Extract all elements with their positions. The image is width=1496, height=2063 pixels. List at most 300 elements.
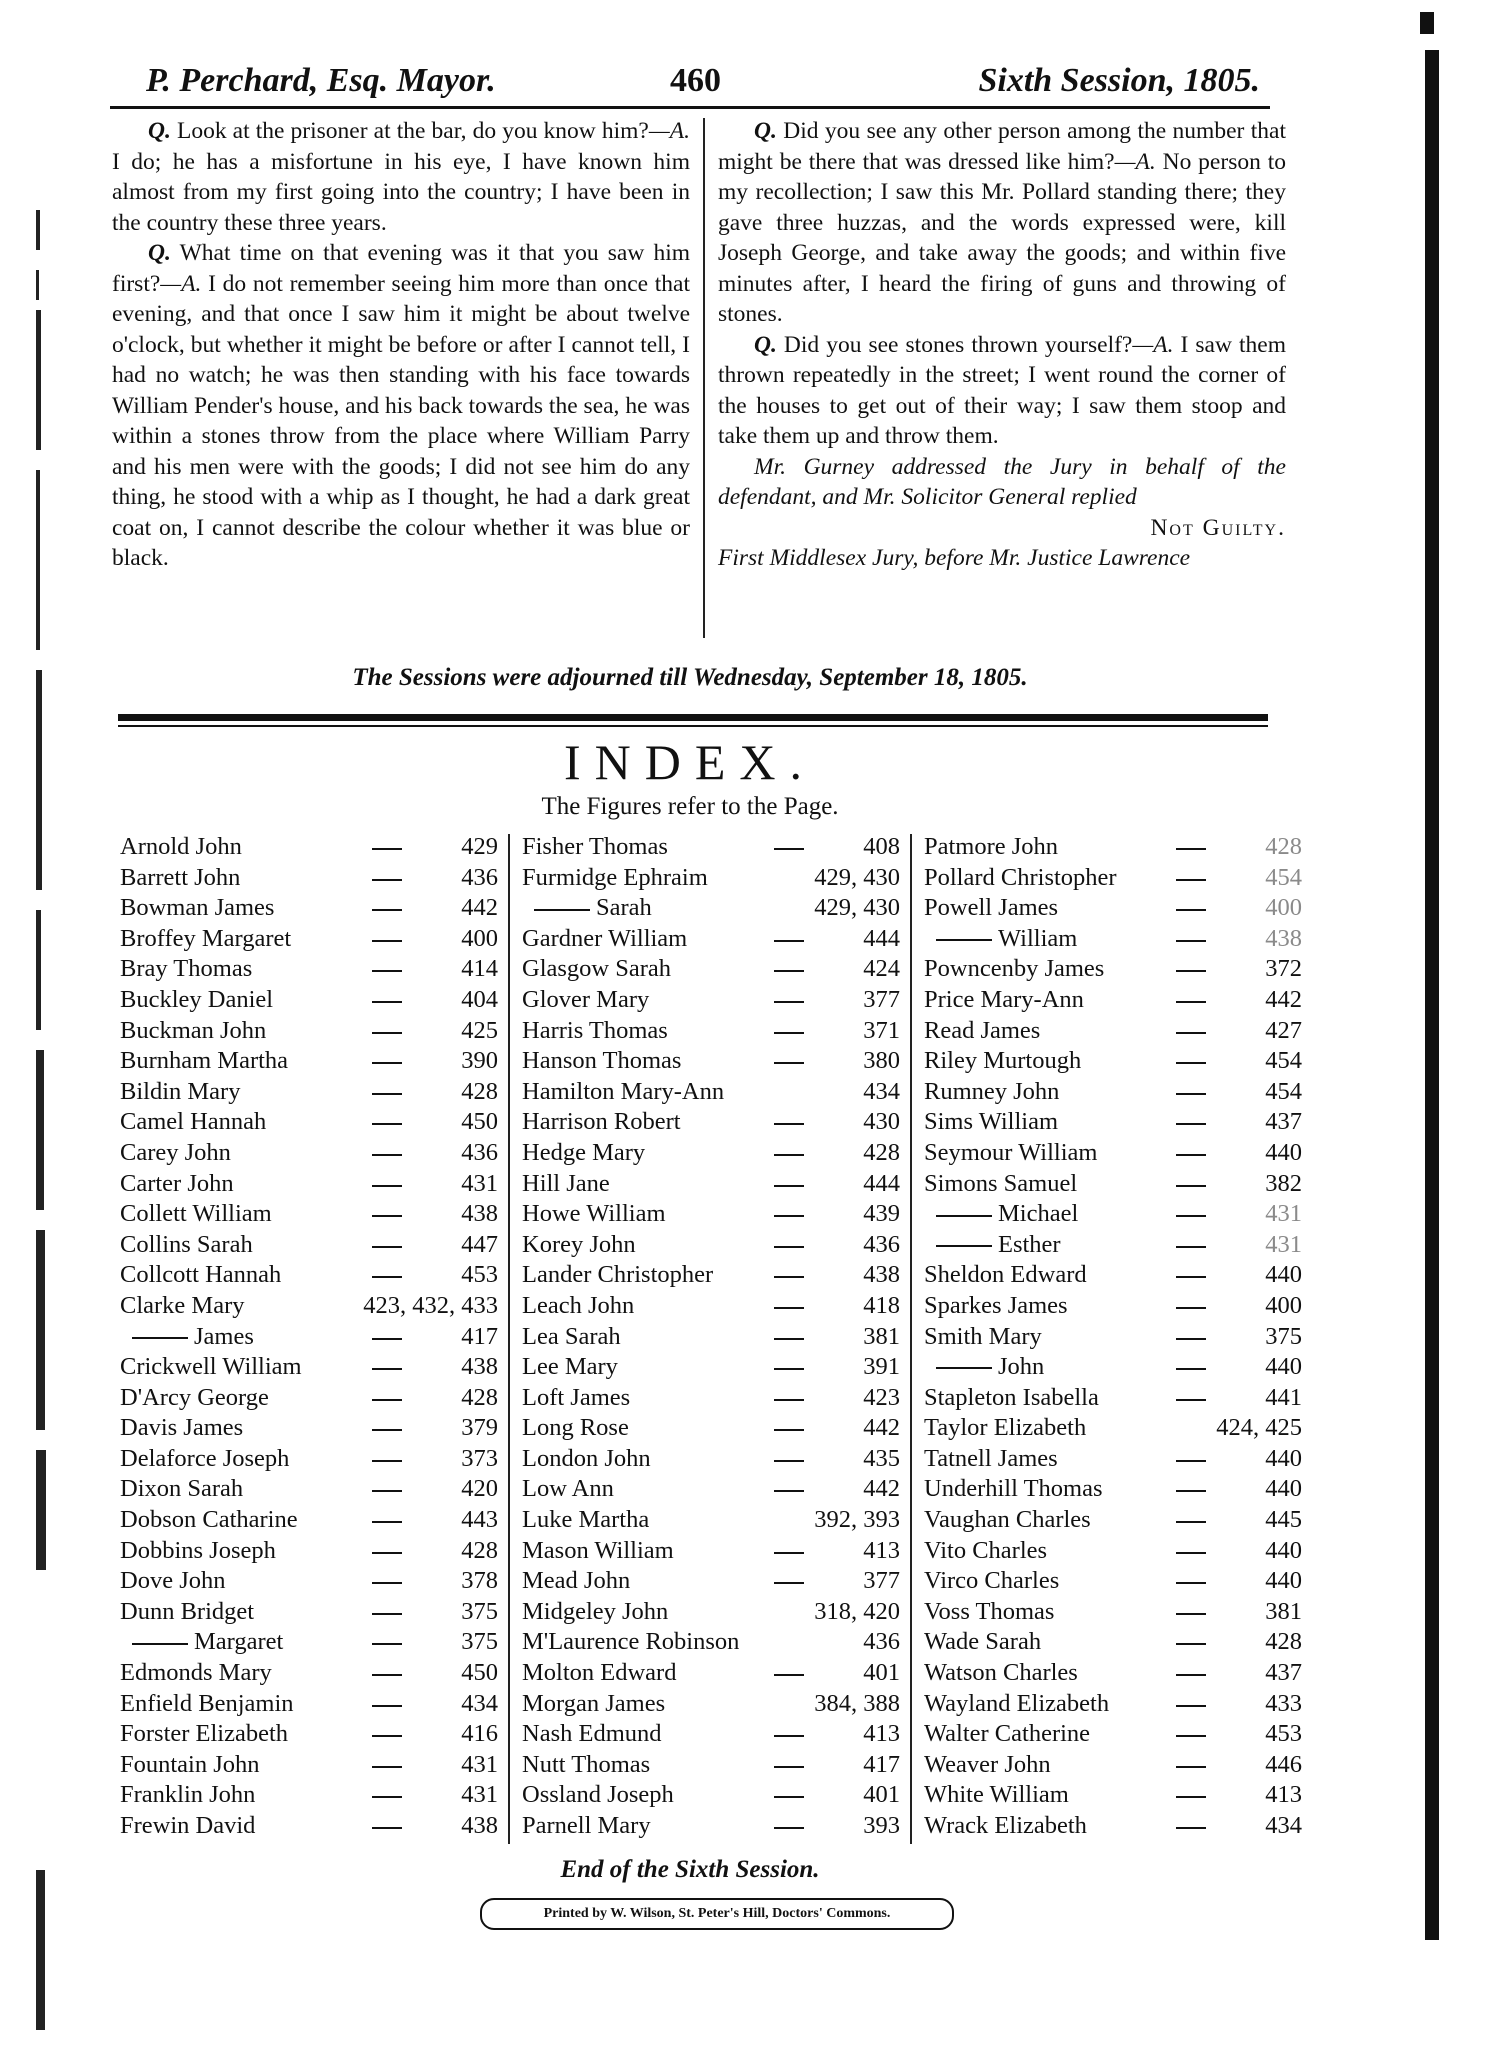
index-entry-page: 453: [1265, 1720, 1302, 1748]
index-entry-name: Fisher Thomas: [522, 833, 668, 860]
index-entry-name: Forster Elizabeth: [120, 1720, 289, 1748]
index-entry-page: 423, 432, 433: [363, 1291, 498, 1319]
index-entry-dash: [372, 1613, 402, 1615]
index-entry-dash: [774, 1796, 804, 1798]
index-entry: [924, 1138, 1302, 1169]
index-entry-page: 400: [461, 924, 498, 952]
index-entry: [120, 1107, 498, 1138]
index-entry: [522, 1750, 900, 1781]
index-entry-page: 429: [461, 833, 498, 860]
index-entry-page: 428: [1265, 1628, 1302, 1656]
index-entry-name: Dove John: [120, 1567, 226, 1595]
index-entry-dash: [372, 1246, 402, 1248]
index-entry-dash: [1176, 1185, 1206, 1187]
index-entry-dash: [372, 1062, 402, 1064]
index-entry-name: Frewin David: [120, 1812, 256, 1839]
index-entry-dash: [372, 1582, 402, 1584]
index-entry-dash: [1176, 940, 1206, 942]
scan-left-edge-marks: [36, 150, 66, 2030]
index-entry-name: Enfield Benjamin: [120, 1689, 294, 1717]
index-entry-page: 429, 430: [814, 894, 900, 922]
header-mayor: P. Perchard, Esq. Mayor.: [146, 62, 496, 99]
index-entry-dash: [1176, 1674, 1206, 1676]
index-entry-dash: [774, 1368, 804, 1370]
index-entry-dash: [372, 940, 402, 942]
index-entry-name: Korey John: [522, 1230, 636, 1258]
index-entry-page: 438: [461, 1353, 498, 1381]
index-column-3: [924, 832, 1302, 1842]
index-entry-dash: [372, 879, 402, 881]
index-entry: [924, 1077, 1302, 1108]
index-entry: [120, 1352, 498, 1383]
index-entry-page: 445: [1265, 1506, 1302, 1534]
index-entry: [120, 1138, 498, 1169]
index-entry-name: Glover Mary: [522, 985, 650, 1013]
index-entry: [120, 1719, 498, 1750]
index-entry-dash: [774, 1735, 804, 1737]
index-entry-name: Delaforce Joseph: [120, 1444, 290, 1472]
index-entry-name: Wade Sarah: [924, 1628, 1042, 1656]
index-entry-dash: [774, 1338, 804, 1340]
testimony-paragraph: Q. Did you see stones thrown yourself?—A. I saw them thrown repeatedly in the street; I went round the corner of the houses to get out of their way; I saw them stoop and take them up and throw them.: [718, 331, 1286, 449]
page-number: 460: [670, 62, 721, 99]
index-entry-name: Wrack Elizabeth: [924, 1812, 1087, 1839]
index-entry-page: 427: [1265, 1016, 1302, 1044]
index-entry: [924, 1199, 1302, 1230]
index-entry-page: 400: [1265, 1291, 1302, 1319]
index-entry-name: Carey John: [120, 1138, 231, 1166]
index-entry: [924, 1536, 1302, 1567]
index-entry-dash: [372, 1001, 402, 1003]
index-entry-name: Price Mary-Ann: [924, 985, 1084, 1013]
index-entry: [120, 1444, 498, 1475]
index-entry-dash: [1176, 1154, 1206, 1156]
index-entry-name: Pollard Christopher: [924, 863, 1117, 891]
index-entry-name: Gardner William: [522, 924, 688, 952]
index-entry-dash: [1176, 1705, 1206, 1707]
index-entry-dash: [774, 970, 804, 972]
index-entry: [522, 1780, 900, 1811]
index-entry-page: 414: [461, 955, 498, 983]
index-entry-name: Vaughan Charles: [924, 1506, 1091, 1534]
index-entry-page: 428: [461, 1077, 498, 1105]
index-entry: [924, 1627, 1302, 1658]
index-entry-page: 375: [1265, 1322, 1302, 1350]
index-entry-page: 431: [461, 1750, 498, 1778]
index-entry-dash: [372, 1368, 402, 1370]
index-entry-name: Leach John: [522, 1291, 635, 1319]
index-entry: [924, 1505, 1302, 1536]
index-entry-dash: [372, 1154, 402, 1156]
index-entry-page: 442: [863, 1414, 900, 1442]
index-entry: [924, 954, 1302, 985]
index-entry-name: Seymour William: [924, 1138, 1098, 1166]
index-entry: [522, 1444, 900, 1475]
index-entry: [924, 1260, 1302, 1291]
index-entry-dash: [774, 1766, 804, 1768]
index-entry: [120, 1291, 498, 1322]
index-entry: [522, 1199, 900, 1230]
index-entry-name: Michael: [936, 1199, 1078, 1230]
index-entry-page: 391: [863, 1353, 900, 1381]
index-entry: [522, 1658, 900, 1689]
index-entry: [120, 1077, 498, 1108]
index-entry-page: 372: [1265, 955, 1302, 983]
index-entry-page: 438: [863, 1261, 900, 1289]
index-entry: [120, 1230, 498, 1261]
index-column-2: [522, 832, 900, 1842]
index-entry-dash: [1176, 1093, 1206, 1095]
index-entry-page: 442: [1265, 985, 1302, 1013]
index-entry-name: Crickwell William: [120, 1353, 302, 1381]
index-entry: [522, 1566, 900, 1597]
index-entry-page: 401: [863, 1659, 900, 1687]
index-entry-name: Camel Hannah: [120, 1108, 267, 1136]
index-entry-name: Smith Mary: [924, 1322, 1042, 1350]
index-entry-page: 413: [863, 1720, 900, 1748]
index-entry-page: 442: [461, 894, 498, 922]
index-entry-dash: [372, 1705, 402, 1707]
index-entry: [924, 1107, 1302, 1138]
index-entry: [924, 1291, 1302, 1322]
index-entry-dash: [774, 1062, 804, 1064]
index-entry-dash: [1176, 1582, 1206, 1584]
index-entry-page: 416: [461, 1720, 498, 1748]
index-entry: [120, 1627, 498, 1658]
index-entry-dash: [774, 1215, 804, 1217]
index-entry-page: 429, 430: [814, 863, 900, 891]
index-entry-page: 413: [863, 1536, 900, 1564]
index-entry: [924, 1352, 1302, 1383]
index-entry: [120, 1811, 498, 1842]
index-entry-dash: [372, 1123, 402, 1125]
index-entry: [522, 1719, 900, 1750]
index-entry-dash: [1176, 1613, 1206, 1615]
index-entry-dash: [774, 1429, 804, 1431]
index-entry: [120, 924, 498, 955]
index-entry-page: 393: [863, 1812, 900, 1839]
index-entry-name: Walter Catherine: [924, 1720, 1091, 1748]
index-column-divider: [508, 834, 510, 1844]
running-header: [110, 62, 1260, 108]
index-entry-dash: [372, 1276, 402, 1278]
index-entry-page: 434: [461, 1689, 498, 1717]
index-entry-page: 428: [461, 1383, 498, 1411]
index-entry-name: Barrett John: [120, 863, 241, 891]
header-rule: [110, 106, 1270, 109]
index-entry-dash: [1176, 1001, 1206, 1003]
index-entry-name: Rumney John: [924, 1077, 1060, 1105]
index-entry-dash: [774, 1032, 804, 1034]
index-entry-name: Sarah: [534, 893, 652, 924]
index-entry-page: 454: [1265, 863, 1302, 891]
index-entry-dash: [1176, 1490, 1206, 1492]
index-entry-page: 379: [461, 1414, 498, 1442]
section-rule-thin: [118, 725, 1268, 727]
testimony-right-column: [718, 116, 1286, 574]
index-entry: [120, 1046, 498, 1077]
index-entry-name: Read James: [924, 1016, 1041, 1044]
index-entry: [924, 1750, 1302, 1781]
header-session: Sixth Session, 1805.: [978, 62, 1260, 99]
index-entry-dash: [774, 1123, 804, 1125]
index-entry: [522, 1474, 900, 1505]
index-entry-page: 442: [863, 1475, 900, 1503]
index-entry-name: Sparkes James: [924, 1291, 1068, 1319]
index-entry-page: 420: [461, 1475, 498, 1503]
index-entry-dash: [372, 1093, 402, 1095]
index-entry-page: 431: [1265, 1230, 1302, 1258]
index-entry-page: 440: [1265, 1138, 1302, 1166]
section-rule-thick: [118, 714, 1268, 721]
index-entry-page: 434: [1265, 1812, 1302, 1839]
index-entry-dash: [774, 940, 804, 942]
index-entry: [924, 1169, 1302, 1200]
index-entry-page: 378: [461, 1567, 498, 1595]
index-entry-page: 440: [1265, 1536, 1302, 1564]
jury-note: First Middlesex Jury, before Mr. Justice Lawrence: [718, 545, 1191, 571]
index-entry-name: Edmonds Mary: [120, 1659, 272, 1687]
index-entry-dash: [372, 909, 402, 911]
index-entry-name: Vito Charles: [924, 1536, 1048, 1564]
index-entry-page: 433: [1265, 1689, 1302, 1717]
index-entry: [924, 1566, 1302, 1597]
index-entry-page: 382: [1265, 1169, 1302, 1197]
index-entry: [120, 832, 498, 863]
index-entry-dash: [774, 1827, 804, 1829]
index-entry: [522, 1322, 900, 1353]
index-entry-dash: [774, 1399, 804, 1401]
index-entry-dash: [774, 1307, 804, 1309]
index-entry: [924, 1016, 1302, 1047]
index-entry-name: Lander Christopher: [522, 1261, 714, 1289]
index-entry-page: 425: [461, 1016, 498, 1044]
index-entry-name: Watson Charles: [924, 1659, 1078, 1687]
index-entry: [120, 1780, 498, 1811]
index-entry: [120, 1689, 498, 1720]
index-entry-page: 384, 388: [814, 1689, 900, 1717]
index-entry: [924, 893, 1302, 924]
index-entry-dash: [1176, 1766, 1206, 1768]
index-entry-name: Parnell Mary: [522, 1812, 651, 1839]
index-entry-name: Mason William: [522, 1536, 674, 1564]
index-entry: [924, 863, 1302, 894]
index-entry-name: Hamilton Mary-Ann: [522, 1077, 725, 1105]
index-entry-name: Margaret: [132, 1627, 283, 1658]
index-entry-dash: [774, 1246, 804, 1248]
index-entry-name: Collins Sarah: [120, 1230, 253, 1258]
index-entry: [120, 1260, 498, 1291]
index-entry-name: Dobson Catharine: [120, 1506, 298, 1534]
index-entry: [924, 1719, 1302, 1750]
testimony-paragraph: Q. Look at the prisoner at the bar, do you know him?—A. I do; he has a misfortune in his eye, I have known him almost from my first going into the country; I have been in the country these three years.: [112, 118, 690, 236]
index-entry-dash: [372, 1735, 402, 1737]
index-title: INDEX.: [563, 734, 817, 790]
index-entry: [522, 1016, 900, 1047]
index-entry-name: Bray Thomas: [120, 955, 253, 983]
index-entry-name: Hill Jane: [522, 1169, 610, 1197]
index-entry-dash: [774, 1460, 804, 1462]
index-entry-name: Arnold John: [120, 833, 242, 860]
index-entry-name: Bowman James: [120, 894, 275, 922]
index-entry-page: 424: [863, 955, 900, 983]
index-entry-page: 454: [1265, 1047, 1302, 1075]
index-entry-name: M'Laurence Robinson: [522, 1628, 740, 1656]
index-entry-dash: [1176, 1552, 1206, 1554]
address-note: Mr. Gurney addressed the Jury in behalf of the defendant, and Mr. Solicitor General replied: [718, 453, 1286, 510]
index-entry: [120, 893, 498, 924]
index-entry-name: Franklin John: [120, 1781, 256, 1809]
index-entry-name: Lea Sarah: [522, 1322, 621, 1350]
index-entry-dash: [1176, 1276, 1206, 1278]
printer-imprint: Printed by W. Wilson, St. Peter's Hill, Doctors' Commons.: [480, 1898, 954, 1930]
index-entry-name: Lee Mary: [522, 1353, 618, 1381]
index-entry-name: Riley Murtough: [924, 1047, 1082, 1075]
testimony-paragraph: Q. Did you see any other person among the number that might be there that was dressed like him?—A. No person to my recollection; I saw this Mr. Pollard standing there; they gave three huzzas, and the words expressed were, kill Joseph George, and take away the goods; and within five minutes after, I heard the firing of guns and throwing of stones.: [718, 118, 1286, 327]
index-entry: [522, 954, 900, 985]
testimony-paragraph: Q. What time on that evening was it that you saw him first?—A. I do not remember seeing him more than once that evening, and that once I saw him it might be about twelve o'clock, but whether it might be before or after I cannot tell, I had no watch; he was then standing with his face towards William Pender's house, and his back towards the sea, he was within a stones throw from the place where William Parry and his men were with the goods; I did not see him do any thing, he stood with a whip as I thought, he had a dark great coat on, I cannot describe the colour whether it was blue or black.: [112, 240, 690, 571]
index-entry: [522, 1627, 900, 1658]
index-entry-name: Buckley Daniel: [120, 985, 274, 1013]
index-entry-page: 373: [461, 1444, 498, 1472]
index-entry-name: Morgan James: [522, 1689, 666, 1717]
index-entry: [120, 1199, 498, 1230]
index-entry-dash: [774, 1185, 804, 1187]
index-entry-page: 400: [1265, 894, 1302, 922]
index-entry-page: 438: [461, 1812, 498, 1839]
index-entry-name: Simons Samuel: [924, 1169, 1078, 1197]
index-entry-dash: [372, 1796, 402, 1798]
index-entry-dash: [1176, 1123, 1206, 1125]
index-entry: [120, 1016, 498, 1047]
index-entry-page: 431: [1265, 1200, 1302, 1228]
index-entry-dash: [1176, 1460, 1206, 1462]
index-entry-name: Glasgow Sarah: [522, 955, 672, 983]
index-entry: [924, 832, 1302, 863]
index-entry: [924, 1046, 1302, 1077]
index-entry-dash: [1176, 1521, 1206, 1523]
index-entry-dash: [1176, 1368, 1206, 1370]
index-entry-page: 450: [461, 1108, 498, 1136]
index-entry-page: 438: [1265, 924, 1302, 952]
index-entry-dash: [372, 1674, 402, 1676]
index-entry: [120, 1474, 498, 1505]
index-entry-page: 441: [1265, 1383, 1302, 1411]
index-entry: [924, 1780, 1302, 1811]
index-entry-dash: [372, 1490, 402, 1492]
index-entry-dash: [1176, 1307, 1206, 1309]
index-entry: [120, 985, 498, 1016]
index-entry-page: 436: [863, 1628, 900, 1656]
index-entry-dash: [774, 1001, 804, 1003]
index-entry: [522, 1260, 900, 1291]
index-entry-name: Underhill Thomas: [924, 1475, 1103, 1503]
index-entry-page: 413: [1265, 1781, 1302, 1809]
index-entry-page: 431: [461, 1781, 498, 1809]
index-entry-page: 423: [863, 1383, 900, 1411]
index-entry-name: Sims William: [924, 1108, 1059, 1136]
index-entry-name: Powncenby James: [924, 955, 1105, 983]
index-entry-page: 450: [461, 1659, 498, 1687]
index-entry-dash: [372, 1552, 402, 1554]
index-entry: [522, 1169, 900, 1200]
index-entry-name: White William: [924, 1781, 1069, 1809]
index-entry-name: Collcott Hannah: [120, 1261, 282, 1289]
index-entry-page: 401: [863, 1781, 900, 1809]
index-entry-name: Dunn Bridget: [120, 1597, 255, 1625]
index-entry: [120, 1536, 498, 1567]
index-entry-name: Harrison Robert: [522, 1108, 681, 1136]
index-entry-page: 428: [461, 1536, 498, 1564]
index-entry-dash: [1176, 1643, 1206, 1645]
index-entry: [522, 1689, 900, 1720]
index-entry: [522, 893, 900, 924]
index-entry-name: Nash Edmund: [522, 1720, 662, 1748]
scan-right-edge-bar: [1425, 50, 1439, 1940]
index-entry-name: Virco Charles: [924, 1567, 1060, 1595]
column-divider: [703, 118, 705, 638]
index-entry: [924, 985, 1302, 1016]
index-entry-dash: [1176, 879, 1206, 881]
adjournment-line: The Sessions were adjourned till Wednesday, September 18, 1805.: [352, 664, 1028, 691]
index-entry-name: London John: [522, 1444, 651, 1472]
index-entry: [120, 1413, 498, 1444]
index-entry-name: Clarke Mary: [120, 1291, 245, 1319]
index-entry-dash: [372, 1643, 402, 1645]
index-entry-page: 446: [1265, 1750, 1302, 1778]
index-entry-name: Tatnell James: [924, 1444, 1058, 1472]
index-entry-name: Hanson Thomas: [522, 1047, 682, 1075]
index-entry: [924, 1597, 1302, 1628]
index-entry-dash: [774, 1154, 804, 1156]
index-entry-page: 431: [461, 1169, 498, 1197]
index-entry: [120, 1597, 498, 1628]
index-entry-name: Luke Martha: [522, 1506, 650, 1534]
index-entry-name: Fountain John: [120, 1750, 260, 1778]
index-entry-page: 417: [461, 1322, 498, 1350]
index-entry-dash: [372, 1827, 402, 1829]
index-entry-name: Hedge Mary: [522, 1138, 646, 1166]
index-entry-page: 428: [863, 1138, 900, 1166]
index-entry-dash: [372, 1185, 402, 1187]
index-entry-name: Nutt Thomas: [522, 1750, 651, 1778]
index-entry-page: 434: [863, 1077, 900, 1105]
index-entry-dash: [1176, 1796, 1206, 1798]
index-entry: [924, 1383, 1302, 1414]
index-entry-dash: [1176, 1032, 1206, 1034]
index-entry-page: 436: [461, 1138, 498, 1166]
index-entry-page: 404: [461, 985, 498, 1013]
index-entry-dash: [1176, 1338, 1206, 1340]
index-entry: [924, 1658, 1302, 1689]
index-entry-dash: [1176, 1399, 1206, 1401]
index-entry-dash: [1176, 909, 1206, 911]
index-subtitle: The Figures refer to the Page.: [541, 793, 839, 820]
index-entry: [924, 1811, 1302, 1842]
index-entry-name: Patmore John: [924, 833, 1059, 860]
index-entry-name: Carter John: [120, 1169, 234, 1197]
index-entry-dash: [774, 1490, 804, 1492]
index-entry-page: 454: [1265, 1077, 1302, 1105]
index-entry-page: 375: [461, 1597, 498, 1625]
index-entry-name: Buckman John: [120, 1016, 267, 1044]
index-entry: [522, 1383, 900, 1414]
index-entry: [522, 1291, 900, 1322]
index-entry-dash: [1176, 1735, 1206, 1737]
index-entry-dash: [372, 848, 402, 850]
index-entry-dash: [774, 1582, 804, 1584]
index-entry-name: Collett William: [120, 1200, 272, 1228]
